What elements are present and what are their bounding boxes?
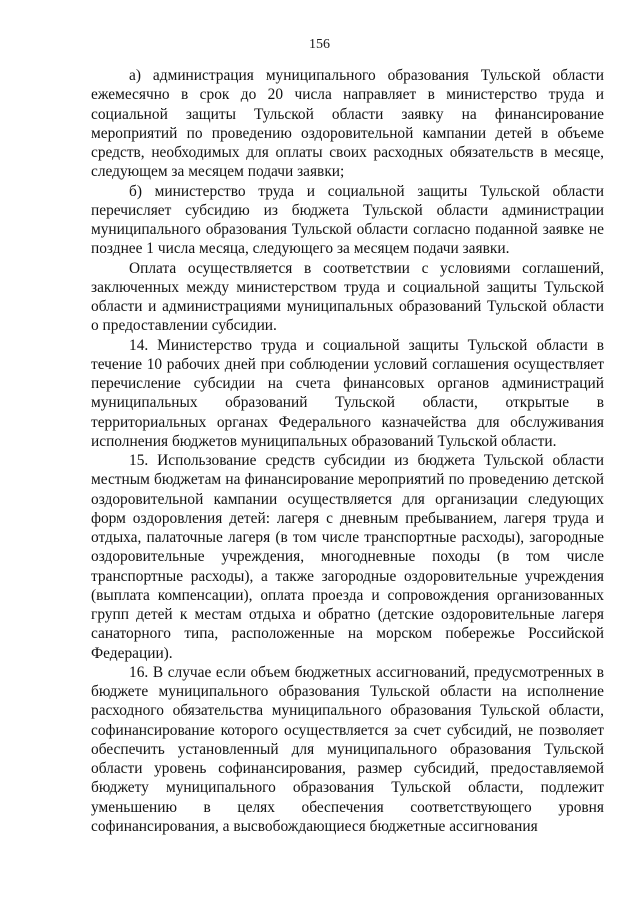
paragraph-16: 16. В случае если объем бюджетных ассигнований, предусмотренных в бюджете муниципального образования Тульской области на исполнение расходного обязательства муниципального образования Тульской области, софинансирование которого осуществляется за счет субсидий, не позволяет обеспечить установленный для муниципального образования Тульской области уровень софинансирования, размер субсидий, предоставляемой бюджету муниципального образования Тульской области, подлежит уменьшению в целях обеспечения соответствующего уровня софинансирования, а высвобождающиеся бюджетные ассигнования <box>91 663 604 835</box>
document-body <box>91 66 604 836</box>
page-number: 156 <box>309 37 330 52</box>
paragraph-15: 15. Использование средств субсидии из бюджета Тульской области местным бюджетам на финансирование мероприятий по проведению детской оздоровительной кампании осуществляется для организации следующих форм оздоровления детей: лагеря с дневным пребыванием, лагеря труда и отдыха, палаточные лагеря (в том числе транспортные расходы), загородные оздоровительные учреждения, многодневные походы (в том числе транспортные расходы), а также загородные оздоровительные учреждения (выплата компенсации), оплата проезда и сопровождения организованных групп детей к местам отдыха и обратно (детские оздоровительные лагеря санаторного типа, расположенные на морском побережье Российской Федерации). <box>91 452 604 662</box>
paragraph-payment: Оплата осуществляется в соответствии с условиями соглашений, заключенных между министерством труда и социальной защиты Тульской области и администрациями муниципальных образований Тульской области о предоставлении субсидии. <box>91 259 604 335</box>
paragraph-b: б) министерство труда и социальной защиты Тульской области перечисляет субсидию из бюджета Тульской области администрации муниципального образования Тульской области согласно поданной заявке не позднее 1 числа месяца, следующего за месяцем подачи заявки. <box>91 182 604 258</box>
paragraph-14: 14. Министерство труда и социальной защиты Тульской области в течение 10 рабочих дней при соблюдении условий соглашения осуществляет перечисление субсидии на счета финансовых органов администраций муниципальных образований Тульской области, открытые в территориальных органах Федерального казначейства для обслуживания исполнения бюджетов муниципальных образований Тульской области. <box>91 336 604 450</box>
paragraph-a: а) администрация муниципального образования Тульской области ежемесячно в срок до 20 числа направляет в министерство труда и социальной защиты Тульской области заявку на финансирование мероприятий по проведению оздоровительной кампании детей в объеме средств, необходимых для оплаты своих расходных обязательств в месяце, следующем за месяцем подачи заявки; <box>91 67 604 181</box>
